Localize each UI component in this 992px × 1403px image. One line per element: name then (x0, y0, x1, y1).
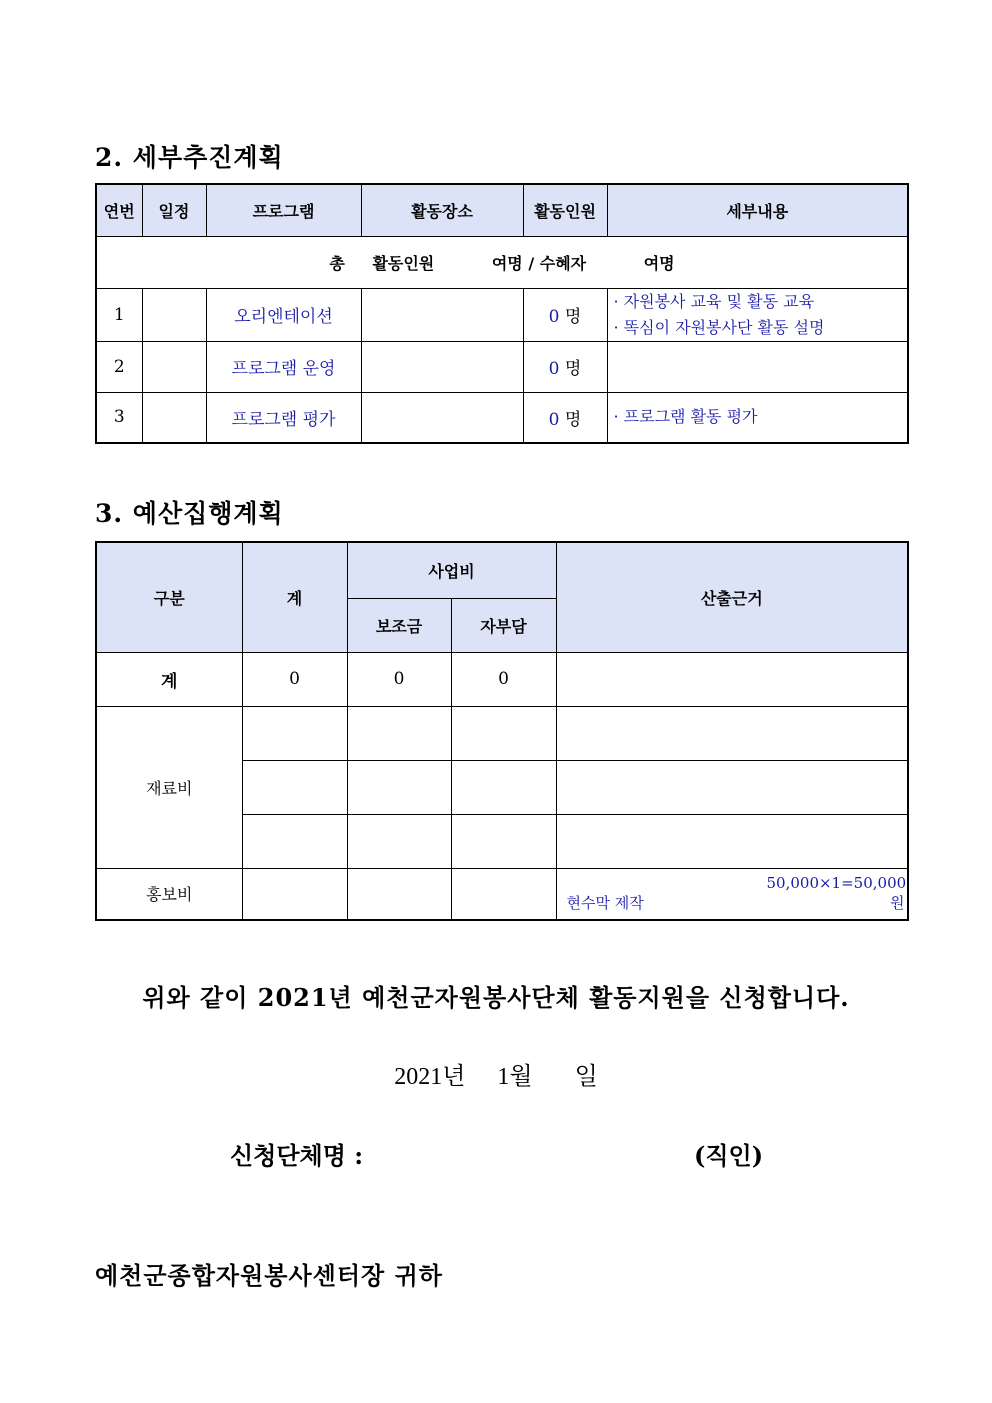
detail-line: · 똑심이 자원봉사단 활동 설명 (613, 317, 825, 337)
col-header-self-pay: 자부담 (451, 598, 556, 652)
row-count: 0 명 (523, 392, 607, 443)
summary-members-unit: 여명 / 수혜자 (491, 253, 587, 273)
row-count: 0 명 (523, 288, 607, 341)
row-schedule (142, 288, 206, 341)
row-place (361, 288, 523, 341)
recipient-text: 예천군종합자원봉사센터장 귀하 (95, 1261, 443, 1290)
seal-label: (직인) (694, 1141, 764, 1170)
date-year: 2021년 (394, 1064, 466, 1090)
promo-label: 홍보비 (96, 868, 242, 920)
date-line (0, 1056, 992, 1091)
promo-basis (556, 868, 908, 920)
detail-line: · 프로그램 활동 평가 (613, 407, 758, 427)
declaration-text: 위와 같이 2021년 예천군자원봉사단체 활동지원을 신청합니다. (142, 983, 850, 1012)
material-label: 재료비 (96, 706, 242, 868)
budget-table (95, 541, 909, 921)
col-header-program: 프로그램 (206, 184, 361, 236)
col-header-category: 구분 (96, 542, 242, 652)
col-header-schedule: 일정 (142, 184, 206, 236)
table-row (96, 706, 908, 760)
row-schedule (142, 341, 206, 392)
total-basis (556, 652, 908, 706)
table-row (96, 341, 908, 392)
row-place (361, 341, 523, 392)
row-details (607, 341, 908, 392)
applicant-label: 신청단체명 : (230, 1141, 364, 1170)
row-count: 0 명 (523, 341, 607, 392)
table-header-row (96, 184, 908, 236)
date-day: 일 (574, 1064, 598, 1090)
section3-heading: 3. 예산집행계획 (95, 499, 284, 528)
total-self-pay: 0 (451, 652, 556, 706)
basis-item: 현수막 제작 (566, 894, 644, 913)
basis-calc: 50,000×1=50,000원 (766, 874, 907, 913)
total-label: 계 (96, 652, 242, 706)
total-row (96, 652, 908, 706)
col-header-total: 계 (242, 542, 347, 652)
col-header-project-cost: 사업비 (347, 542, 556, 598)
col-header-place: 활동장소 (361, 184, 523, 236)
row-details (607, 392, 908, 443)
table-row (96, 392, 908, 443)
row-schedule (142, 392, 206, 443)
summary-row (96, 236, 908, 288)
row-no: 3 (96, 392, 142, 443)
detail-plan-table (95, 183, 909, 444)
row-program: 프로그램 평가 (206, 392, 361, 443)
total-subsidy: 0 (347, 652, 451, 706)
row-program: 오리엔테이션 (206, 288, 361, 341)
col-header-no: 연번 (96, 184, 142, 236)
col-header-basis: 산출근거 (556, 542, 908, 652)
date-month: 1월 (497, 1064, 533, 1090)
section2-heading: 2. 세부추진계획 (95, 143, 284, 172)
detail-line: · 자원봉사 교육 및 활동 교육 (613, 291, 815, 311)
row-program: 프로그램 운영 (206, 341, 361, 392)
row-place (361, 392, 523, 443)
table-row (96, 868, 908, 920)
total-sum: 0 (242, 652, 347, 706)
col-header-members: 활동인원 (523, 184, 607, 236)
row-details (607, 288, 908, 341)
table-header-row (96, 542, 908, 598)
col-header-subsidy: 보조금 (347, 598, 451, 652)
summary-members-label: 활동인원 (372, 253, 435, 273)
col-header-details: 세부내용 (607, 184, 908, 236)
summary-beneficiaries-unit: 여명 (643, 253, 675, 273)
row-no: 2 (96, 341, 142, 392)
table-row (96, 288, 908, 341)
summary-total-label: 총 (329, 253, 345, 273)
row-no: 1 (96, 288, 142, 341)
